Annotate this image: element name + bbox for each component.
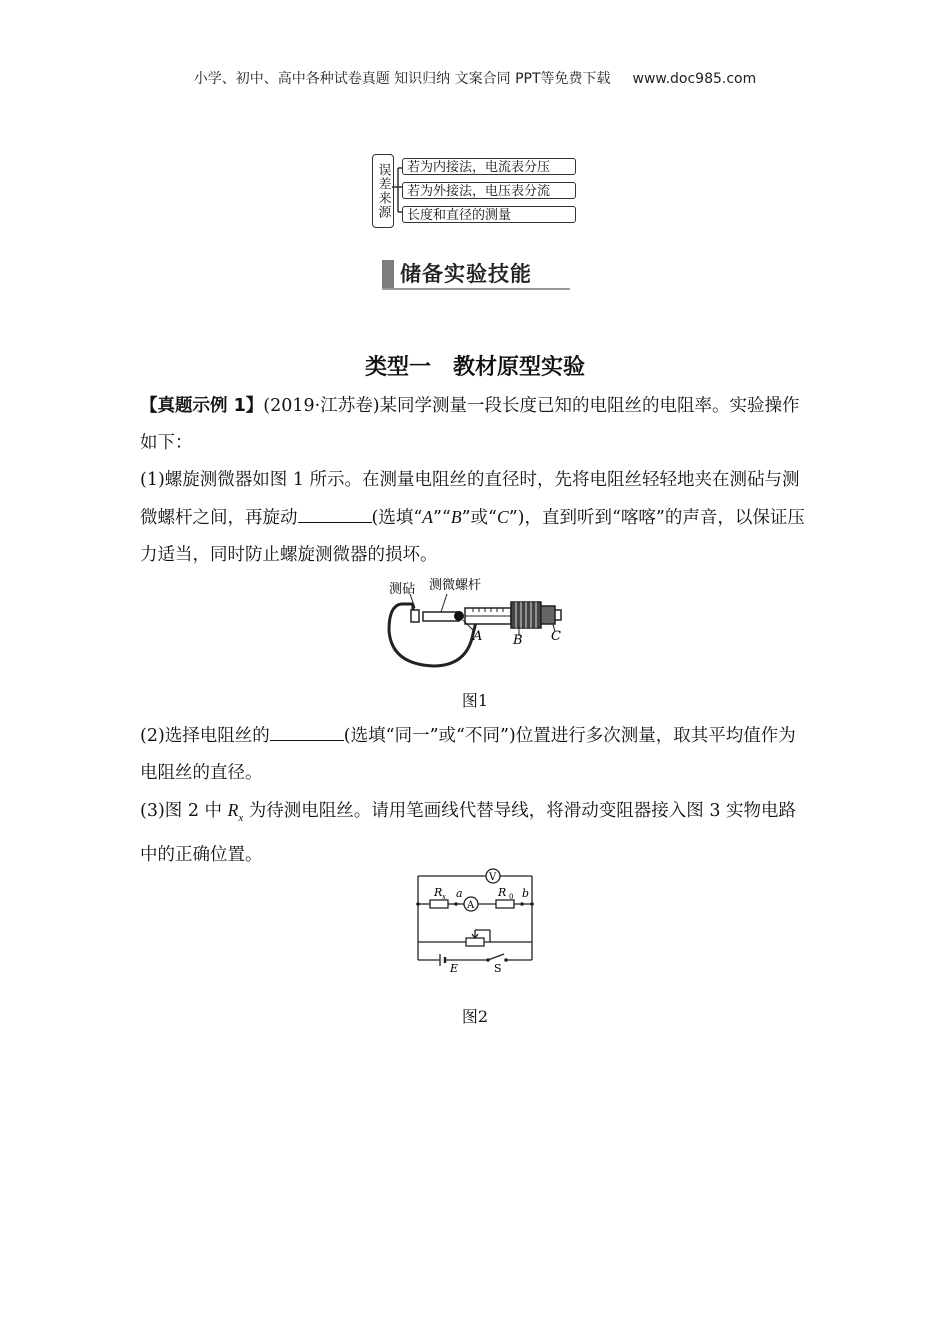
label-s: S	[494, 962, 502, 974]
label-e: E	[450, 962, 459, 974]
banner-bar	[382, 260, 394, 288]
q2-text-b: (选填“同一”或“不同”)位置进行多次测量，取其平均值作为电阻丝的直径。	[140, 726, 796, 783]
q1-text-a: (1)螺旋测微器如图 1 所示。在测量电阻丝的直径时，先将电阻丝轻轻地夹在测砧与测微螺杆之间，再旋动	[140, 470, 800, 528]
q1-option-c: C	[497, 507, 509, 527]
ratchet-c	[541, 606, 555, 624]
spindle	[423, 612, 459, 621]
error-source-item: 长度和直径的测量	[402, 206, 576, 223]
q1-text-c: ”)，直到听到“喀喀”的声音，以保证压力适当，同时防止螺旋测微器的损坏。	[140, 508, 805, 565]
example-intro	[140, 388, 812, 462]
label-rx: R	[434, 886, 443, 899]
switch-blade	[488, 954, 504, 960]
label-b: B	[513, 633, 523, 648]
label-node-b: b	[522, 887, 530, 900]
figure-2-circuit	[410, 864, 540, 974]
resistor-rx	[430, 900, 448, 908]
q3-text-a: (3)图 2 中	[140, 801, 228, 821]
label-c: C	[551, 629, 561, 644]
label-a: A	[473, 629, 483, 644]
resistor-r0	[496, 900, 514, 908]
rheostat	[466, 938, 484, 946]
label-rx-sub: x	[442, 893, 446, 901]
section-banner-title: 储备实验技能	[400, 262, 532, 286]
example-tag: 【真题示例 1】	[140, 396, 264, 416]
q2-text-a: (2)选择电阻丝的	[140, 726, 270, 746]
label-node-a: a	[456, 887, 463, 900]
q3-text-b: 为待测电阻丝。请用笔画线代替导线，将滑动变阻器接入图 3 实物电路中的正确位置。	[140, 801, 797, 865]
figure-2-caption: 图2	[461, 1007, 489, 1026]
label-ammeter: A	[467, 900, 475, 911]
error-source-label: 误差来源	[372, 154, 394, 228]
q3-symbol-sub: x	[238, 811, 244, 824]
q1-option-b: B	[450, 507, 462, 527]
q1-option-a: A	[422, 507, 433, 527]
label-r0-sub: 0	[509, 893, 514, 901]
question-2	[140, 718, 812, 792]
header-text: 小学、初中、高中各种试卷真题 知识归纳 文案合同 PPT等免费下载	[193, 71, 611, 87]
banner-underline	[382, 288, 570, 290]
q3-symbol-r: R	[227, 800, 239, 820]
figure-1-caption: 图1	[461, 691, 489, 710]
error-source-item: 若为外接法，电压表分流	[402, 182, 576, 199]
anvil	[411, 610, 419, 622]
question-3	[140, 792, 812, 874]
q1-sep: ”或“	[461, 508, 497, 528]
lock-knob-a	[454, 611, 464, 621]
q1-text-b: (选填“	[371, 508, 423, 528]
page-header	[0, 68, 950, 88]
example-intro-text: (2019·江苏卷)某同学测量一段长度已知的电阻丝的电阻率。实验操作如下：	[140, 396, 800, 453]
figure-1-micrometer	[385, 572, 575, 672]
type-title: 类型一 教材原型实验	[364, 355, 585, 380]
label-r0: R	[498, 886, 507, 899]
q1-blank[interactable]	[298, 504, 372, 523]
question-1	[140, 462, 812, 574]
q2-blank[interactable]	[270, 722, 344, 741]
q1-sep: ”“	[432, 508, 451, 528]
label-anvil: 测砧	[389, 582, 416, 597]
header-site[interactable]: www.doc985.com	[632, 71, 757, 87]
error-source-item: 若为内接法，电流表分压	[402, 158, 576, 175]
label-v: V	[489, 872, 497, 883]
label-spindle: 测微螺杆	[429, 578, 482, 593]
